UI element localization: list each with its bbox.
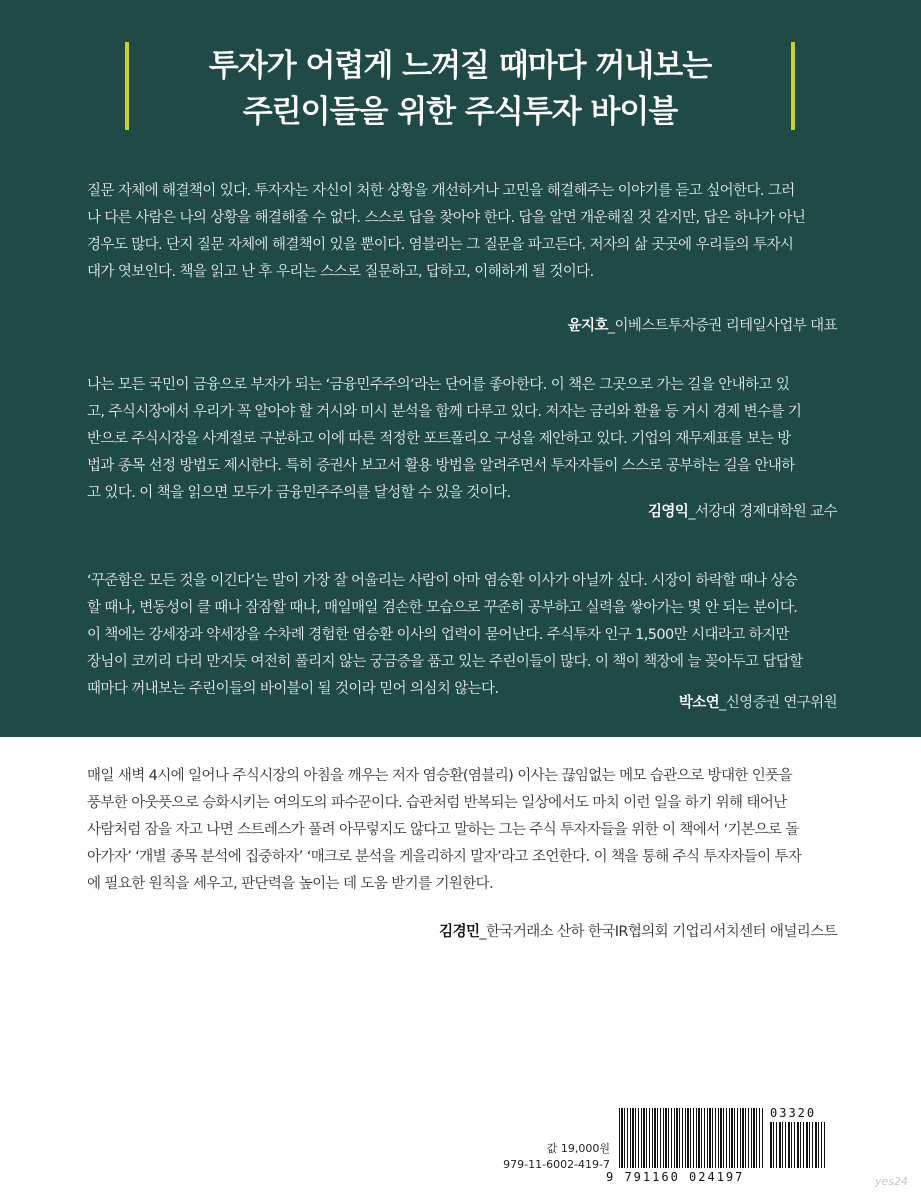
- barcode-number: 9 791160 024197: [606, 1170, 745, 1184]
- review-1-attribution: [568, 314, 837, 335]
- reviewer-affiliation: _서강대 경제대학원 교수: [688, 504, 837, 520]
- review-3-attribution: [679, 691, 837, 712]
- reviewer-name: 김경민: [439, 924, 480, 940]
- price-text: 값 19,000원: [546, 1142, 610, 1155]
- reviewer-affiliation: _한국거래소 산하 한국IR협의회 기업리서치센터 애널리스트: [479, 924, 837, 940]
- review-3-text: ‘꾸준함은 모든 것을 이긴다’는 말이 가장 잘 어울리는 사람이 아마 염승환 이사가 아닐까 싶다. 시장이 하락할 때나 상승 할 때나, 변동성이 클 때나 잠잠할 때나, 매일매일 겸손한 모습으로 꾸준히 공부하고 실력을 쌓아가는 몇 안 되는 분이다. 이 책에는 강세장과 약세장을 수차례 경험한 염승환 이사의 업력이 묻어난다. 주식투자 인구 1,500만 시대라고 하지만 장님이 코끼리 다리 만지듯 여전히 풀리지 않는 궁금증을 품고 있는 주린이들이 많다. 이 책이 책장에 늘 꽂아두고 답답할 때마다 꺼내보는 주린이들의 바이블이 될 것이라 믿어 의심치 않는다.: [87, 573, 803, 697]
- reviewer-name: 윤지호: [567, 318, 608, 334]
- reviewer-affiliation: _이베스트투자증권 리테일사업부 대표: [607, 318, 837, 334]
- review-1-text: 질문 자체에 해결책이 있다. 투자자는 자신이 처한 상황을 개선하거나 고민을 해결해주는 이야기를 듣고 싶어한다. 그러 나 다른 사람은 나의 상황을 해결해줄 수 없다. 스스로 답을 찾아야 한다. 답을 알면 개운해질 것 같지만, 답은 하나가 아닌 경우도 많다. 단지 질문 자체에 해결책이 있을 뿐이다. 염블리는 그 질문을 파고든다. 저자의 삶 곳곳에 우리들의 투자시 대가 엿보인다. 책을 읽고 난 후 우리는 스스로 질문하고, 답하고, 이해하게 될 것이다.: [87, 183, 806, 280]
- barcode-addon-number: 03320: [770, 1106, 817, 1120]
- review-2-attribution: [648, 500, 837, 521]
- headline-line-2: 주린이들을 위한 주식투자 바이블: [242, 94, 678, 130]
- reviewer-name: 김영익: [648, 504, 689, 520]
- price-block: [470, 1141, 610, 1173]
- addon-barcode: [770, 1122, 825, 1168]
- review-4-text: 매일 새벽 4시에 일어나 주식시장의 아침을 깨우는 저자 염승환(염블리) 이사는 끊임없는 메모 습관으로 방대한 인풋을 풍부한 아웃풋으로 승화시키는 여의도의 파수꾼이다. 습관처럼 반복되는 일상에서도 마치 이런 일을 하기 위해 태어난 사람처럼 잠을 자고 나면 스트레스가 풀려 아무렇지도 않다고 말하는 그는 주식 투자자들을 위한 이 책에서 ‘기본으로 돌 아가자’ ‘개별 종목 분석에 집중하자’ ‘매크로 분석을 게을리하지 말자’라고 조언한다. 이 책을 통해 주식 투자자들이 투자 에 필요한 원칙을 세우고, 판단력을 높이는 데 도움 받기를 기원한다.: [87, 768, 802, 892]
- review-2-text: 나는 모든 국민이 금융으로 부자가 되는 ‘금융민주주의’라는 단어를 좋아한다. 이 책은 그곳으로 가는 길을 안내하고 있 고, 주식시장에서 우리가 꼭 알아야 할 거시와 미시 분석을 함께 다루고 있다. 저자는 금리와 환율 등 거시 경제 변수를 기 반으로 주식시장을 사계절로 구분하고 이에 따른 적정한 포트폴리오 구성을 제안하고 있다. 기업의 재무제표를 보는 방 법과 종목 선정 방법도 제시한다. 특히 증권사 보고서 활용 방법을 알려주면서 투자자들이 스스로 공부하는 길을 안내하 고 있다. 이 책을 읽으면 모두가 금융민주주의를 달성할 수 있을 것이다.: [87, 377, 802, 501]
- watermark-logo: yes24: [875, 1175, 909, 1188]
- review-4-attribution: [439, 920, 837, 941]
- headline-line-1: 투자가 어렵게 느껴질 때마다 꺼내보는: [208, 48, 712, 84]
- accent-bar-left: [125, 42, 129, 130]
- isbn-text: 979-11-6002-419-7: [503, 1158, 610, 1171]
- accent-bar-right: [791, 42, 795, 130]
- reviewer-affiliation: _신영증권 연구위원: [719, 695, 837, 711]
- isbn-barcode: [619, 1108, 763, 1168]
- reviewer-name: 박소연: [678, 695, 720, 711]
